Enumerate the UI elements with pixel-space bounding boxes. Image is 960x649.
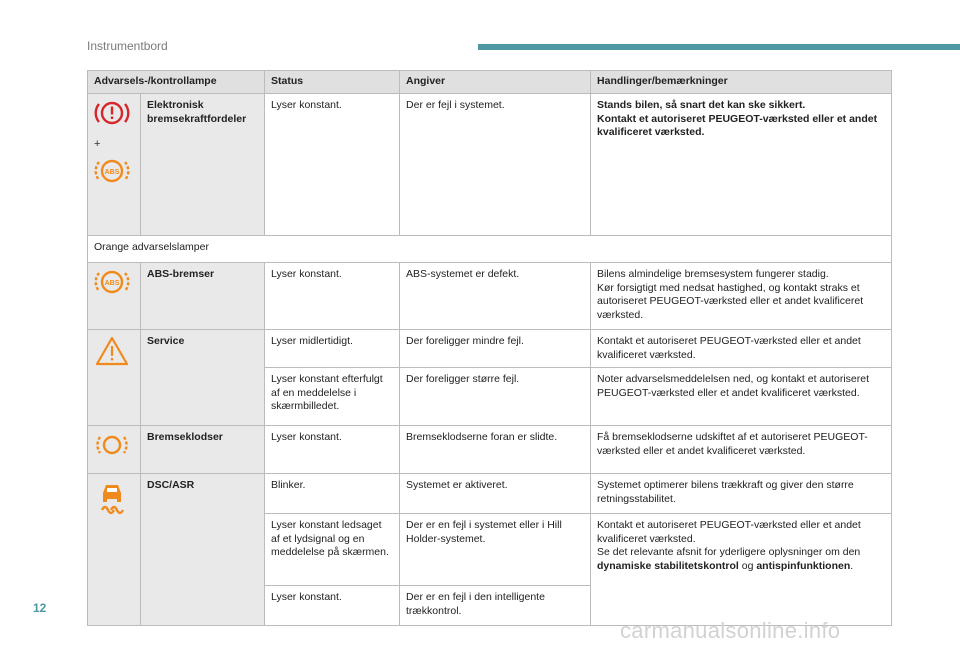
- lamp-icon-cell: [88, 474, 141, 626]
- indicates-cell: Der er en fejl i systemet eller i Hill Holder-systemet.: [400, 514, 591, 586]
- column-header-status: Status: [265, 71, 400, 94]
- warning-lamps-table: [87, 70, 892, 626]
- indicates-cell: Bremseklodserne foran er slidte.: [400, 426, 591, 474]
- action-cell: Systemet optimerer bilens trækkraft og giver den større retningsstabilitet.: [591, 474, 892, 514]
- action-text: Kontakt et autoriseret PEUGEOT-værksted eller et andet kvalificeret værksted. Se det relevante afsnit for yderligere oplysninger om den: [597, 519, 861, 558]
- abs-orange-icon: [94, 157, 130, 185]
- table-row: [88, 263, 892, 330]
- lamp-icon-cell: [88, 263, 141, 330]
- status-cell: Lyser konstant.: [265, 263, 400, 330]
- table-row: [88, 330, 892, 368]
- plus-sign: +: [94, 137, 101, 150]
- column-header-indicates: Angiver: [400, 71, 591, 94]
- lamp-name: ABS-bremser: [141, 263, 265, 330]
- indicates-cell: Systemet er aktiveret.: [400, 474, 591, 514]
- section-accent-bar: [478, 44, 960, 50]
- action-cell: Få bremseklodserne udskiftet af et autoriseret PEUGEOT-værksted eller et andet kvalificeret værksted.: [591, 426, 892, 474]
- indicates-cell: Der er en fejl i den intelligente trækkontrol.: [400, 586, 591, 626]
- svg-text:ABS: ABS: [104, 280, 120, 287]
- action-text-end: .: [850, 559, 854, 572]
- svg-text:ABS: ABS: [104, 169, 120, 176]
- table-row: [88, 426, 892, 474]
- action-bold-asr: antispinfunktionen: [756, 559, 851, 572]
- section-label: Orange advarselslamper: [88, 236, 892, 263]
- lamp-name: Elektronisk bremsekraftfordeler: [141, 94, 265, 236]
- lamp-name: Service: [141, 330, 265, 426]
- action-cell: Stands bilen, så snart det kan ske sikkert. Kontakt et autoriseret PEUGEOT-værksted eller et andet kvalificeret værksted.: [591, 94, 892, 236]
- indicates-cell: Der foreligger mindre fejl.: [400, 330, 591, 368]
- column-header-lamp: Advarsels-/kontrollampe: [88, 71, 265, 94]
- status-cell: Lyser konstant.: [265, 586, 400, 626]
- status-cell: Lyser konstant efterfulgt af en meddelelse i skærmbilledet.: [265, 368, 400, 426]
- section-label-row: [88, 236, 892, 263]
- section-title: Instrumentbord: [87, 39, 168, 53]
- action-cell: Noter advarselsmeddelelsen ned, og kontakt et autoriseret PEUGEOT-værksted eller et andet kvalificeret værksted.: [591, 368, 892, 426]
- lamp-icon-cell: [88, 94, 141, 236]
- table-row: [88, 474, 892, 514]
- warning-triangle-orange-icon: [94, 335, 130, 367]
- status-cell: Lyser konstant ledsaget af et lydsignal og en meddelelse på skærmen.: [265, 514, 400, 586]
- watermark: carmanualsonline.info: [620, 618, 841, 643]
- action-text-mid: og: [738, 559, 757, 572]
- table-row: [88, 94, 892, 236]
- column-header-actions: Handlinger/bemærkninger: [591, 71, 892, 94]
- status-cell: Lyser konstant.: [265, 94, 400, 236]
- abs-orange-icon: [94, 268, 130, 296]
- page-number: 12: [33, 601, 47, 615]
- action-bold-dsc: dynamiske stabilitetskontrol: [597, 559, 739, 572]
- action-cell: [591, 514, 892, 626]
- lamp-name: DSC/ASR: [141, 474, 265, 626]
- lamp-name: Bremseklodser: [141, 426, 265, 474]
- action-cell: Bilens almindelige bremsesystem fungerer stadig. Kør forsigtigt med nedsat hastighed, og kontakt straks et autoriseret PEUGEOT-værksted eller et andet kvalificeret værksted.: [591, 263, 892, 330]
- brake-pads-orange-icon: [94, 431, 130, 459]
- status-cell: Lyser midlertidigt.: [265, 330, 400, 368]
- status-cell: Blinker.: [265, 474, 400, 514]
- indicates-cell: Der er fejl i systemet.: [400, 94, 591, 236]
- indicates-cell: Der foreligger større fejl.: [400, 368, 591, 426]
- brake-warning-red-icon: [94, 99, 130, 127]
- table-header-row: [88, 71, 892, 94]
- indicates-cell: ABS-systemet er defekt.: [400, 263, 591, 330]
- lamp-icon-cell: [88, 426, 141, 474]
- status-cell: Lyser konstant.: [265, 426, 400, 474]
- action-cell: Kontakt et autoriseret PEUGEOT-værksted eller et andet kvalificeret værksted.: [591, 330, 892, 368]
- dsc-asr-skid-orange-icon: [94, 479, 130, 515]
- lamp-icon-cell: [88, 330, 141, 426]
